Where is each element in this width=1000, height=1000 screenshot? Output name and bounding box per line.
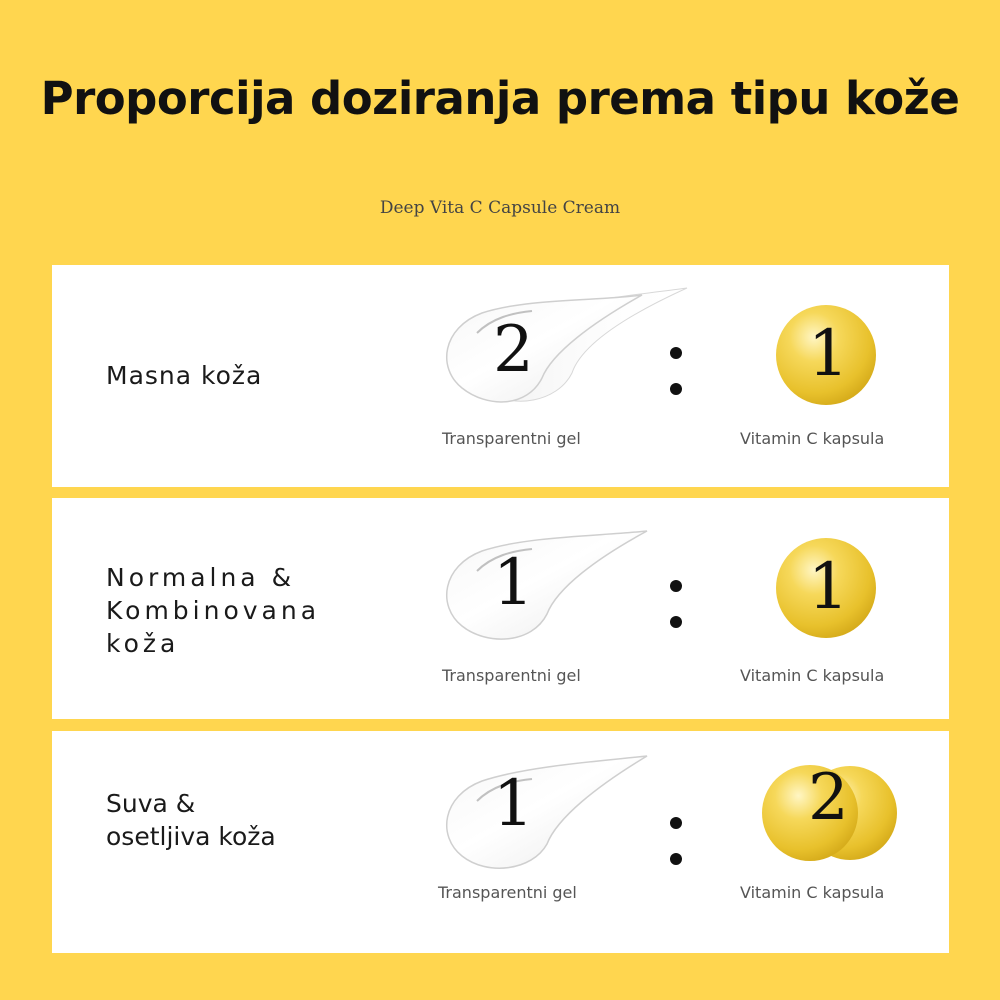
gel-ratio-number: 1 [493, 767, 534, 841]
skin-type-label: Masna koža [106, 361, 263, 390]
ratio-card-normal [52, 498, 949, 719]
ratio-colon [670, 817, 682, 871]
ratio-card-oily [52, 265, 949, 487]
skin-type-label: Normalna & Kombinovana koža [106, 563, 321, 658]
product-name: Deep Vita C Capsule Cream [379, 198, 621, 218]
gel-ratio-number: 1 [493, 546, 534, 620]
capsule-ratio-number: 2 [808, 761, 849, 835]
page-title: Proporcija doziranja prema tipu kože [40, 72, 960, 125]
ratio-card-dry [52, 731, 949, 953]
gel-swatch-icon [432, 516, 692, 656]
gel-caption: Transparentni gel [442, 666, 581, 685]
capsule-caption: Vitamin C kapsula [740, 429, 885, 448]
ratio-colon [670, 580, 682, 634]
gel-swatch-icon [432, 731, 692, 871]
gel-caption: Transparentni gel [442, 429, 581, 448]
capsule-ratio-number: 1 [808, 550, 849, 624]
gel-ratio-number: 2 [493, 313, 534, 387]
skin-type-label: Suva & osetljiva koža [106, 789, 276, 851]
ratio-colon [670, 347, 682, 401]
gel-swatch-icon [432, 283, 692, 423]
capsule-ratio-number: 1 [808, 317, 849, 391]
gel-caption: Transparentni gel [438, 883, 577, 902]
capsule-caption: Vitamin C kapsula [740, 883, 885, 902]
capsule-caption: Vitamin C kapsula [740, 666, 885, 685]
